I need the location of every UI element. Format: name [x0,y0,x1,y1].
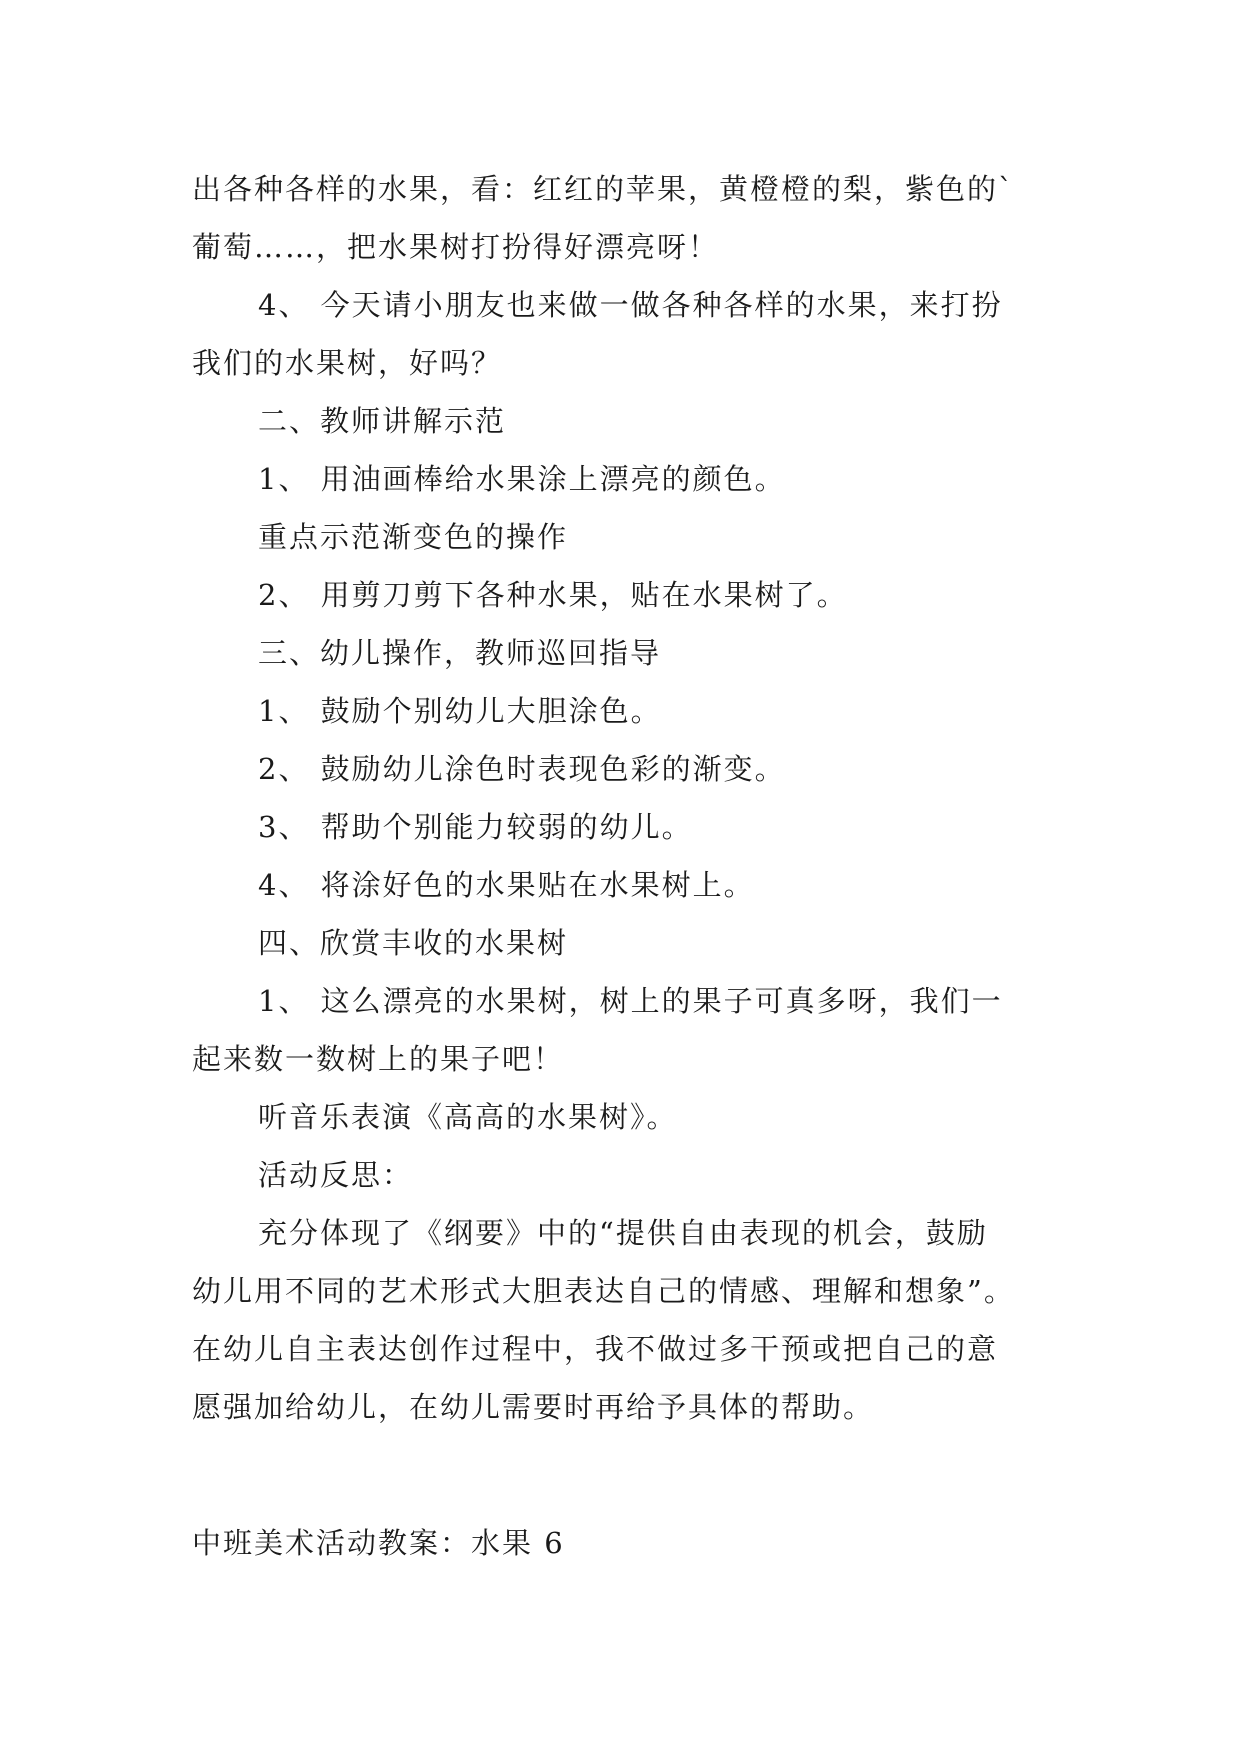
text-line: 活动反思： [258,1158,414,1192]
text-line: 1、 这么漂亮的水果树，树上的果子可真多呀，我们一 [258,984,1003,1018]
text-line: 幼儿用不同的艺术形式大胆表达自己的情感、理解和想象”。 [192,1274,1015,1308]
text-line: 出各种各样的水果，看：红红的苹果，黄橙橙的梨，紫色的` [192,172,1015,206]
text-line: 3、 帮助个别能力较弱的幼儿。 [258,810,693,844]
text-line: 三、幼儿操作，教师巡回指导 [258,636,662,670]
text-line: 1、 鼓励个别幼儿大胆涂色。 [258,694,662,728]
section-heading: 中班美术活动教案：水果 6 [192,1526,565,1560]
text-line: 起来数一数树上的果子吧！ [192,1042,565,1076]
text-line: 听音乐表演《高高的水果树》。 [258,1100,678,1134]
text-line: 充分体现了《纲要》中的“提供自由表现的机会，鼓励 [258,1216,988,1250]
text-line: 我们的水果树，好吗？ [192,346,503,380]
text-line: 重点示范渐变色的操作 [258,520,569,554]
text-line: 4、 将涂好色的水果贴在水果树上。 [258,868,755,902]
text-line: 1、 用油画棒给水果涂上漂亮的颜色。 [258,462,786,496]
text-line: 4、 今天请小朋友也来做一做各种各样的水果，来打扮 [258,288,1003,322]
text-line: 在幼儿自主表达创作过程中，我不做过多干预或把自己的意 [192,1332,999,1366]
text-line: 葡萄……，把水果树打扮得好漂亮呀！ [192,230,720,264]
text-line: 2、 鼓励幼儿涂色时表现色彩的渐变。 [258,752,786,786]
text-line: 愿强加给幼儿，在幼儿需要时再给予具体的帮助。 [192,1390,875,1424]
text-line: 四、欣赏丰收的水果树 [258,926,569,960]
text-line: 2、 用剪刀剪下各种水果，贴在水果树了。 [258,578,848,612]
document-body [192,160,1052,1436]
text-line: 二、教师讲解示范 [258,404,507,438]
